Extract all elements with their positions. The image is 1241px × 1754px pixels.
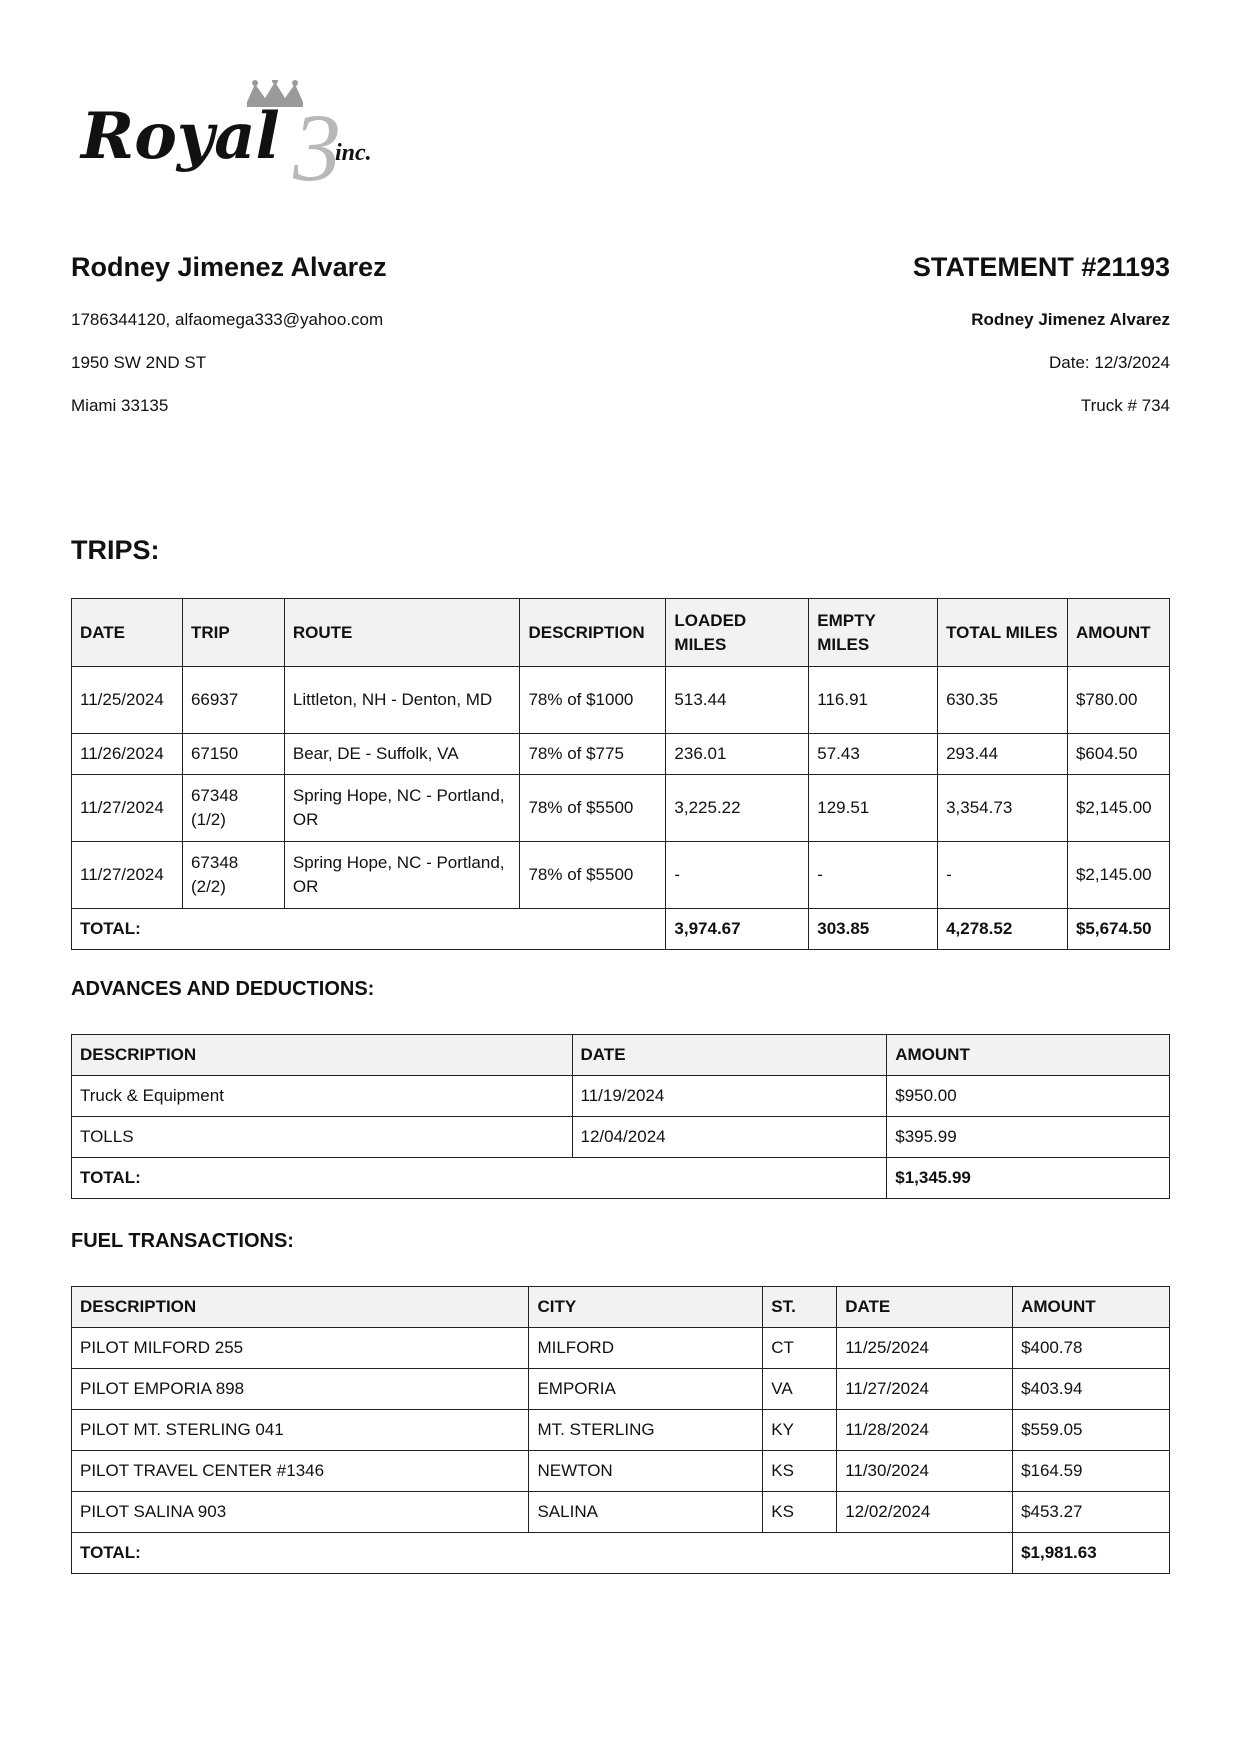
fuel-date: 11/25/2024: [837, 1328, 1013, 1369]
total-total-miles: 4,278.52: [938, 909, 1068, 950]
total-row: [72, 909, 1170, 950]
fuel-state: KS: [763, 1451, 837, 1492]
fuel-description: PILOT TRAVEL CENTER #1346: [72, 1451, 529, 1492]
fuel-city: NEWTON: [529, 1451, 763, 1492]
trip-total-miles: 3,354.73: [938, 775, 1068, 842]
statement-name: Rodney Jimenez Alvarez: [971, 310, 1170, 329]
fuel-state: KY: [763, 1410, 837, 1451]
trip-total-miles: 293.44: [938, 734, 1068, 775]
column-header: DESCRIPTION: [72, 1287, 529, 1328]
total-label: TOTAL:: [72, 1158, 887, 1199]
trip-loaded-miles: -: [666, 842, 809, 909]
statement-date: Date: 12/3/2024: [1049, 353, 1170, 372]
fuel-city: SALINA: [529, 1492, 763, 1533]
trip-loaded-miles: 513.44: [666, 667, 809, 734]
total-amount: $1,345.99: [887, 1158, 1170, 1199]
trip-date: 11/27/2024: [72, 775, 183, 842]
driver-address-line2: Miami 33135: [71, 396, 169, 415]
table-row: [72, 1451, 1170, 1492]
advance-description: TOLLS: [72, 1117, 573, 1158]
column-header: ROUTE: [284, 599, 520, 667]
table-header-row: [72, 1035, 1170, 1076]
fuel-state: VA: [763, 1369, 837, 1410]
fuel-state: KS: [763, 1492, 837, 1533]
column-header: DATE: [837, 1287, 1013, 1328]
advances-title: ADVANCES AND DEDUCTIONS:: [71, 978, 375, 1000]
total-row: [72, 1158, 1170, 1199]
royal-3-inc-logo: [79, 80, 459, 190]
column-header: AMOUNT: [1067, 599, 1169, 667]
table-row: [72, 1076, 1170, 1117]
column-header: DESCRIPTION: [520, 599, 666, 667]
trip-amount: $604.50: [1067, 734, 1169, 775]
driver-info: [71, 250, 387, 415]
fuel-amount: $403.94: [1013, 1369, 1170, 1410]
table-row: [72, 1328, 1170, 1369]
trip-empty-miles: 57.43: [809, 734, 938, 775]
trips-table: [71, 598, 1170, 950]
trip-route: Spring Hope, NC - Portland, OR: [284, 842, 520, 909]
fuel-city: EMPORIA: [529, 1369, 763, 1410]
column-header: EMPTY MILES: [809, 599, 938, 667]
trip-amount: $2,145.00: [1067, 775, 1169, 842]
table-row: [72, 1410, 1170, 1451]
trip-number: 67348 (2/2): [182, 842, 284, 909]
column-header: LOADED MILES: [666, 599, 809, 667]
column-header: CITY: [529, 1287, 763, 1328]
fuel-description: PILOT MT. STERLING 041: [72, 1410, 529, 1451]
trip-number: 67348 (1/2): [182, 775, 284, 842]
statement-info: [912, 250, 1170, 415]
column-header: TOTAL MILES: [938, 599, 1068, 667]
trip-empty-miles: 116.91: [809, 667, 938, 734]
table-row: [72, 1117, 1170, 1158]
statement-title: STATEMENT #21193: [912, 252, 1170, 282]
advance-date: 12/04/2024: [572, 1117, 887, 1158]
trip-date: 11/27/2024: [72, 842, 183, 909]
table-row: [72, 842, 1170, 909]
column-header: TRIP: [182, 599, 284, 667]
trip-route: Littleton, NH - Denton, MD: [284, 667, 520, 734]
column-header: AMOUNT: [887, 1035, 1170, 1076]
fuel-amount: $400.78: [1013, 1328, 1170, 1369]
trip-total-miles: 630.35: [938, 667, 1068, 734]
table-header-row: [72, 1287, 1170, 1328]
fuel-title: FUEL TRANSACTIONS:: [71, 1230, 294, 1252]
logo-wordmark: Royal: [81, 99, 280, 174]
fuel-description: PILOT EMPORIA 898: [72, 1369, 529, 1410]
table-row: [72, 1492, 1170, 1533]
trip-empty-miles: -: [809, 842, 938, 909]
driver-address-line1: 1950 SW 2ND ST: [71, 353, 207, 372]
column-header: DATE: [72, 599, 183, 667]
fuel-amount: $164.59: [1013, 1451, 1170, 1492]
column-header: AMOUNT: [1013, 1287, 1170, 1328]
trip-loaded-miles: 3,225.22: [666, 775, 809, 842]
trip-description: 78% of $775: [520, 734, 666, 775]
trip-description: 78% of $5500: [520, 842, 666, 909]
total-loaded-miles: 3,974.67: [666, 909, 809, 950]
advances-table: [71, 1034, 1170, 1199]
total-row: [72, 1533, 1170, 1574]
trip-amount: $780.00: [1067, 667, 1169, 734]
fuel-date: 11/28/2024: [837, 1410, 1013, 1451]
column-header: ST.: [763, 1287, 837, 1328]
trip-empty-miles: 129.51: [809, 775, 938, 842]
logo-suffix: inc.: [335, 140, 372, 166]
trip-total-miles: -: [938, 842, 1068, 909]
trip-number: 66937: [182, 667, 284, 734]
advance-amount: $950.00: [887, 1076, 1170, 1117]
trip-date: 11/25/2024: [72, 667, 183, 734]
fuel-city: MILFORD: [529, 1328, 763, 1369]
trip-route: Spring Hope, NC - Portland, OR: [284, 775, 520, 842]
logo-numeral: 3: [293, 94, 341, 190]
table-header-row: [72, 599, 1170, 667]
fuel-date: 12/02/2024: [837, 1492, 1013, 1533]
total-amount: $5,674.50: [1067, 909, 1169, 950]
table-row: [72, 667, 1170, 734]
trip-amount: $2,145.00: [1067, 842, 1169, 909]
trips-title: TRIPS:: [71, 535, 160, 565]
fuel-amount: $453.27: [1013, 1492, 1170, 1533]
advance-description: Truck & Equipment: [72, 1076, 573, 1117]
fuel-city: MT. STERLING: [529, 1410, 763, 1451]
truck-number: Truck # 734: [1080, 396, 1170, 415]
fuel-date: 11/27/2024: [837, 1369, 1013, 1410]
driver-contact: 1786344120, alfaomega333@yahoo.com: [71, 310, 384, 329]
advance-date: 11/19/2024: [572, 1076, 887, 1117]
trip-number: 67150: [182, 734, 284, 775]
trip-description: 78% of $1000: [520, 667, 666, 734]
fuel-description: PILOT SALINA 903: [72, 1492, 529, 1533]
table-row: [72, 775, 1170, 842]
trip-date: 11/26/2024: [72, 734, 183, 775]
total-label: TOTAL:: [72, 909, 666, 950]
fuel-description: PILOT MILFORD 255: [72, 1328, 529, 1369]
fuel-date: 11/30/2024: [837, 1451, 1013, 1492]
total-label: TOTAL:: [72, 1533, 1013, 1574]
total-amount: $1,981.63: [1013, 1533, 1170, 1574]
fuel-table: [71, 1286, 1170, 1574]
trip-description: 78% of $5500: [520, 775, 666, 842]
trip-loaded-miles: 236.01: [666, 734, 809, 775]
advance-amount: $395.99: [887, 1117, 1170, 1158]
column-header: DATE: [572, 1035, 887, 1076]
fuel-state: CT: [763, 1328, 837, 1369]
total-empty-miles: 303.85: [809, 909, 938, 950]
table-row: [72, 734, 1170, 775]
trip-route: Bear, DE - Suffolk, VA: [284, 734, 520, 775]
column-header: DESCRIPTION: [72, 1035, 573, 1076]
driver-name: Rodney Jimenez Alvarez: [71, 252, 387, 282]
table-row: [72, 1369, 1170, 1410]
fuel-amount: $559.05: [1013, 1410, 1170, 1451]
